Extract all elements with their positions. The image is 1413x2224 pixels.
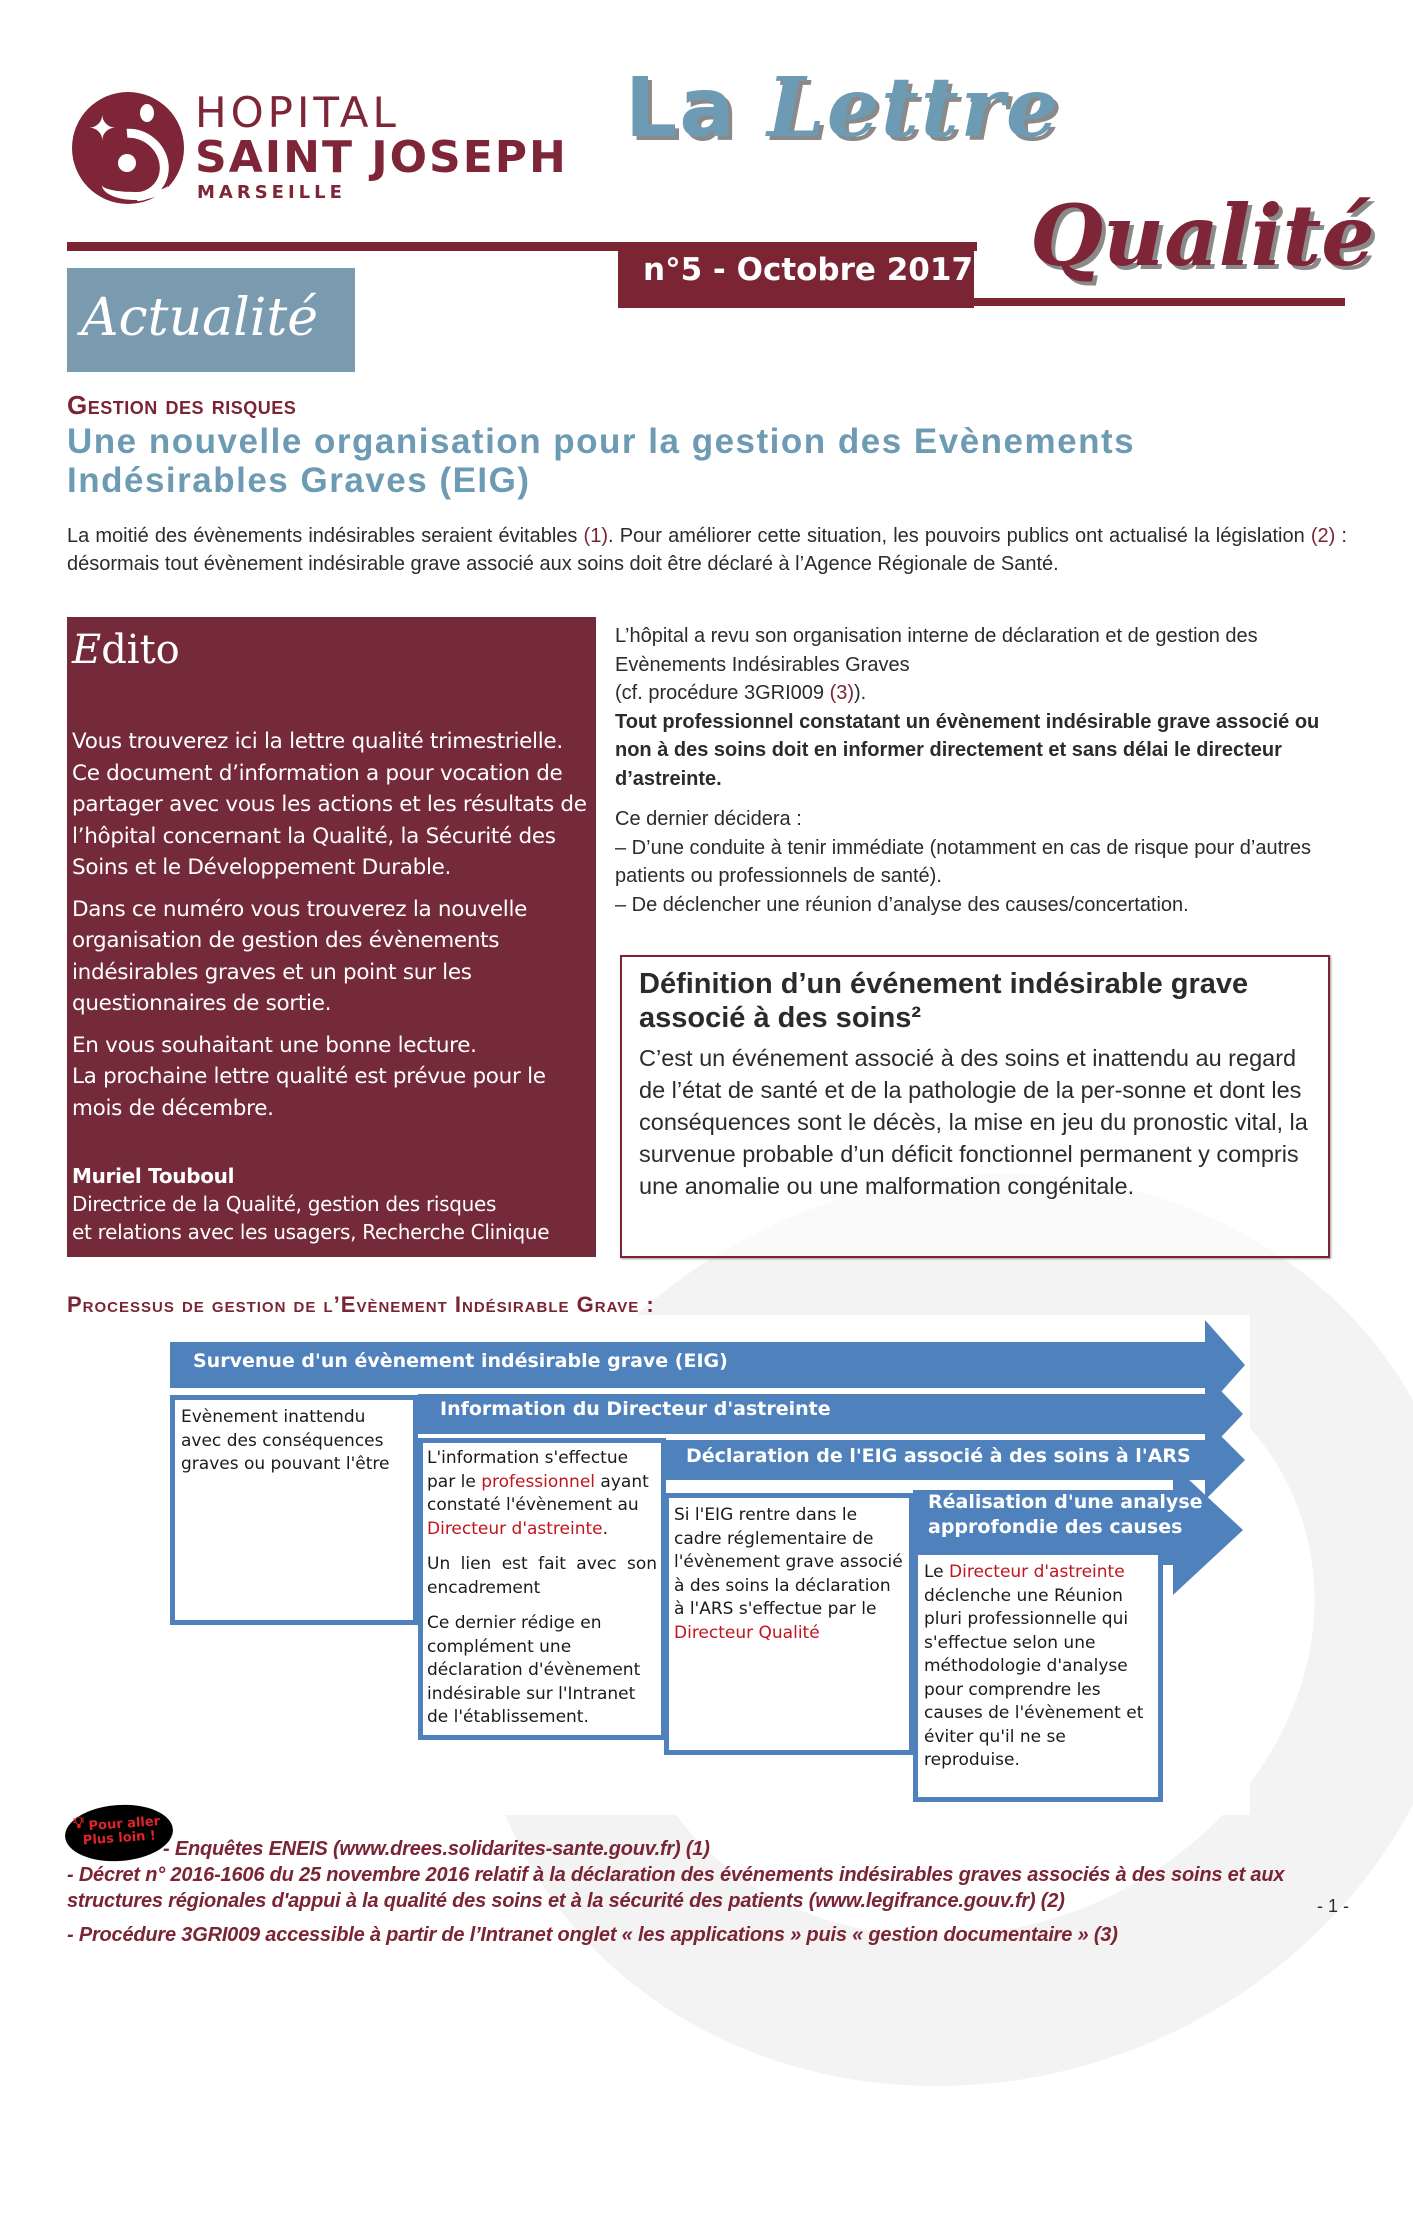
process-arrow-4-label: [928, 1490, 1203, 1540]
organisation-text: L’hôpital a revu son organisation interne de déclaration et de gestion des Evènements Indésirables Graves: [615, 625, 1258, 676]
pour-aller-plus-loin-badge: [63, 1801, 175, 1864]
logo-text-saint-joseph: SAINT JOSEPH: [195, 132, 568, 183]
process-box-4: [913, 1550, 1163, 1802]
box-text: .: [602, 1518, 609, 1539]
masthead-word-qualite: Qualité: [1030, 186, 1375, 285]
footnote-3: - Procédure 3GRI009 accessible à partir de l’Intranet onglet « les applications » puis « gestion documentaire » (3): [67, 1924, 1118, 1946]
box-text: Le: [924, 1562, 950, 1582]
decision-item: – D’une conduite à tenir immédiate (notamment en cas de risque pour d’autres patients ou professionnels de santé).: [615, 836, 1311, 887]
badge-line: Pour aller: [88, 1814, 161, 1835]
section-kicker: Gestion des risques: [67, 390, 297, 420]
star-icon: ✦: [88, 109, 117, 149]
intro-text: . Pour améliorer cette situation, les pouvoirs publics ont actualisé la législation: [608, 525, 1311, 547]
procedure-reference-end: ).: [854, 682, 867, 704]
issue-date: n°5 - Octobre 2017: [618, 242, 974, 308]
process-box-2-text: [427, 1447, 657, 1541]
edito-title: [72, 627, 593, 673]
logo-figure-head: [140, 104, 154, 122]
box-text: déclenche une Réunion pluri professionnelle qui s'effectue selon une méthodologie d'analyse pour comprendre les causes de l'évènement et éviter qu'il ne se reproduise.: [924, 1585, 1144, 1770]
process-arrow-2-label: Information du Directeur d'astreinte: [440, 1398, 831, 1420]
process-heading: Processus de gestion de l’Evènement Indésirable Grave :: [67, 1292, 655, 1317]
logo-arm: [102, 170, 168, 200]
lightbulb-icon: 💡︎: [72, 1812, 86, 1833]
logo-text-hopital: HOPITAL: [195, 88, 400, 137]
reference-2: (2): [1310, 525, 1336, 547]
definition-title: Définition d’un événement indésirable grave associé à des soins²: [639, 968, 1249, 1034]
edito-signature-role: Directrice de la Qualité, gestion des risques: [72, 1192, 497, 1216]
intro-text: La moitié des évènements indésirables seraient évitables: [67, 525, 584, 547]
reference-1: (1): [583, 525, 608, 547]
highlight-directeur-qualite: Directeur Qualité: [674, 1622, 820, 1643]
hospital-logo-icon: [72, 92, 184, 204]
process-box-2-declaration: Ce dernier rédige en complément une déclaration d'évènement indésirable sur l'Intranet de l'établissement.: [427, 1613, 641, 1727]
decision-intro: Ce dernier décidera :: [615, 808, 802, 830]
reference-3: (3): [829, 682, 855, 704]
edito-paragraph: En vous souhaitant une bonne lecture.: [72, 1032, 477, 1058]
process-box-2: [418, 1438, 666, 1740]
process-box-3-text: [674, 1504, 904, 1645]
highlight-directeur-astreinte: Directeur d'astreinte: [427, 1518, 603, 1539]
bold-statement: Tout professionnel constatant un évènement indésirable grave associé ou non à des soins doit en informer directement et sans délai le directeur d’astreinte.: [615, 710, 1320, 790]
process-box-2-link: Un lien est fait avec son encadrement: [427, 1554, 657, 1598]
edito-paragraph: Vous trouverez ici la lettre qualité trimestrielle. Ce document d’information a pour vocation de partager avec vous les actions et les résultats de l’hôpital concernant la Qualité, la Sécurité des Soins et le Développement Durable.: [72, 729, 587, 880]
procedure-reference: (cf. procédure 3GRI009: [615, 682, 830, 704]
edito-signature-role: et relations avec les usagers, Recherche Clinique: [72, 1220, 550, 1244]
box-text: ayant constaté l'évènement au: [427, 1471, 649, 1515]
footnote-1: - Enquêtes ENEIS (www.drees.solidarites-sante.gouv.fr) (1): [163, 1838, 710, 1860]
logo-text-marseille: MARSEILLE: [197, 182, 346, 203]
decision-item: – De déclencher une réunion d’analyse des causes/concertation.: [615, 893, 1189, 916]
process-box-1-text: Evènement inattendu avec des conséquences graves ou pouvant l'être: [181, 1407, 390, 1474]
process-box-4-text: [924, 1561, 1152, 1773]
badge-line: Plus loin !: [82, 1828, 157, 1849]
process-box-1: [170, 1395, 418, 1625]
process-arrow-3-label: Déclaration de l'EIG associé à des soins à l'ARS: [686, 1445, 1191, 1467]
definition-box: [620, 955, 1330, 1258]
edito-signature-name: Muriel Touboul: [72, 1164, 235, 1188]
right-column-text: [615, 622, 1347, 919]
header-rule-right: [965, 298, 1345, 306]
article-intro: [67, 522, 1347, 578]
masthead-word-la: La: [625, 61, 737, 156]
process-box-3: [664, 1493, 914, 1755]
edito-paragraph: Dans ce numéro vous trouverez la nouvelle organisation de gestion des évènements indésirables graves et un point sur les questionnaires de sortie.: [72, 896, 528, 1016]
arrow-4-line: approfondie des causes: [928, 1516, 1183, 1538]
footnote-2: - Décret n° 2016-1606 du 25 novembre 2016 relatif à la déclaration des événements indésirables graves associés à des soins et aux structures régionales d'appui à la qualité des soins et à la sécurité des patients (www.legifrance.gouv.fr) (2): [67, 1864, 1285, 1912]
edito-box: [67, 617, 596, 1257]
highlight-directeur-astreinte: Directeur d'astreinte: [949, 1562, 1125, 1582]
highlight-professionnel: professionnel: [481, 1471, 596, 1492]
arrow-4-line: Réalisation d'une analyse: [928, 1491, 1203, 1513]
process-arrow-1-label: Survenue d'un évènement indésirable grave (EIG): [193, 1350, 728, 1372]
article-headline: Une nouvelle organisation pour la gestion des Evènements Indésirables Graves (EIG): [67, 422, 1136, 500]
page-number: - 1 -: [1317, 1896, 1350, 1916]
definition-body: C’est un événement associé à des soins et inattendu au regard de l’état de santé et de la pathologie de la per-sonne et dont les conséquences sont le décès, la mise en jeu du pronostic vital, la survenue probable d’un déficit fonctionnel permanent y compris une anomalie ou une malformation congénitale.: [639, 1045, 1308, 1199]
section-badge-actualite: Actualité: [67, 268, 355, 372]
masthead-title-line1: [625, 60, 1060, 156]
masthead-word-lettre: Lettre: [767, 60, 1061, 156]
edito-paragraph: La prochaine lettre qualité est prévue pour le mois de décembre.: [72, 1064, 546, 1121]
edito-title-rest: dito: [101, 627, 180, 673]
organisation-paragraph: [615, 622, 1347, 708]
box-text: L'information s'effectue par le: [427, 1448, 629, 1492]
edito-title-initial: E: [72, 627, 102, 673]
box-text: Si l'EIG rentre dans le cadre réglementaire de l'évènement grave associé à des soins la déclaration à l'ARS s'effectue par le: [674, 1505, 903, 1619]
intro-text: : désormais tout évènement indésirable grave associé aux soins doit être déclaré à l’Agence Régionale de Santé.: [67, 525, 1347, 575]
